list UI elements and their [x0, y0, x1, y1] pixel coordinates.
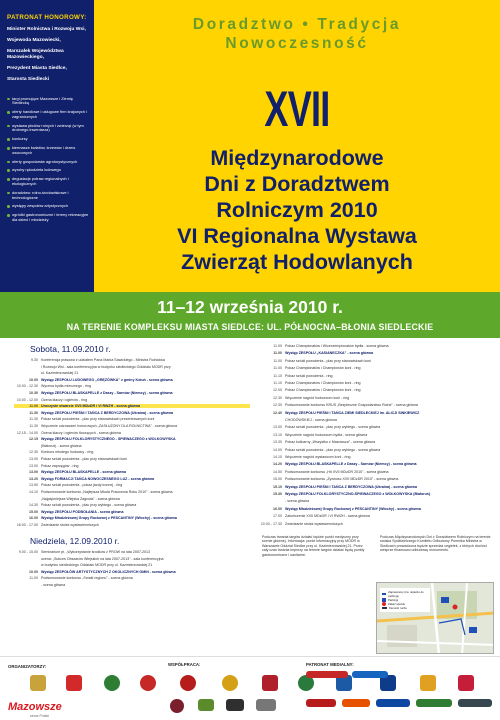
legend-label: Kierunki ruchu [389, 606, 407, 610]
day-1-title: Sobota, 11.09.2010 r. [30, 344, 111, 354]
schedule-row [258, 477, 494, 481]
schedule-row [14, 358, 250, 362]
schedule-time: 13.00 [29, 470, 38, 475]
title-line: Dni z Doradztwem [204, 172, 390, 196]
schedule-time: 13.10 [273, 432, 282, 437]
schedule-row [14, 497, 250, 501]
event-item: wystawa płodów rolnych i zwierząt (w tym drobnego inwentarza) [7, 124, 90, 134]
title-line: Rolniczym 2010 [216, 198, 378, 222]
schedule-row [258, 381, 494, 385]
schedule-text: Występ ZESPOŁU BLASKAPELLE z Daszy - Sarnów (Niemcy) - scena główna [285, 462, 417, 467]
schedule-text: Pokaz sztuki powożenia - plac przy wybiegu - scena główna [285, 447, 381, 452]
map-legend [380, 588, 430, 612]
schedule-text: Pokaz kulinarny „Wszystko z Mazowsza" - scena główna [285, 440, 376, 445]
schedule-row [14, 424, 250, 428]
schedule-row [14, 490, 250, 494]
legend-label: Zakaz wjazdu [388, 602, 406, 606]
schedule-time: 14.30 [29, 503, 38, 508]
schedule-text: Zwiedzanie stoisk wystawienniczych [285, 521, 343, 526]
schedule-row [258, 351, 494, 355]
schedule-row [258, 396, 494, 400]
schedule-time: 11.00 [273, 358, 282, 363]
title-line: VI Regionalna Wystawa [177, 224, 417, 248]
date-band [0, 292, 500, 338]
schedule-time: 15.00 [273, 477, 282, 482]
schedule-row [258, 411, 494, 415]
schedule-text: Występ ZESPOŁU PIEŚNI I TAŃCA Z BERDYCZOWA (Ukraina) - scena główna [41, 410, 173, 415]
schedule-text: Występ ZESPOŁU FOLKLORYSTYCZNO-ŚPIEWACZEGO z WOŁKOWYSKA (Białoruś) [285, 492, 431, 496]
organizer-logo [140, 675, 156, 691]
schedule-time: 16.00 [29, 516, 38, 521]
schedule-row [258, 418, 494, 422]
schedule-row [258, 462, 494, 466]
schedule-text: ocena: „Sukces Obszarów Wiejskich na lata 2007-2013" - sala konferencyjna [41, 556, 164, 561]
schedule-row [14, 417, 250, 421]
legend-item [382, 590, 428, 598]
schedule-row [258, 344, 494, 348]
schedule-row [14, 384, 250, 388]
schedule-row [258, 514, 494, 518]
schedule-row [258, 425, 494, 429]
partner-logo [170, 699, 184, 713]
schedule-time: 11.30 [29, 424, 38, 428]
event-item: doradztwo: rolno-środowiskowe i technologiczne [7, 191, 90, 201]
title-line: Międzynarodowe [210, 146, 384, 170]
schedule-row [14, 563, 250, 567]
schedule-time: 13.30 [273, 440, 282, 445]
schedule-text: Pokaz zaprzęgów - ring [41, 463, 79, 468]
schedule-text: Seminarium pt. „Wykorzystanie środków z PROW na lata 2007-2013 [41, 550, 151, 554]
organizer-logo [222, 675, 238, 691]
title-line: Zwierząt Hodowlanych [181, 250, 413, 274]
patron: Prezydent Miasta Siedlce, [7, 65, 67, 71]
patronat-title: PATRONAT HONOROWY: [7, 14, 87, 21]
schedule-time: 11.00 [273, 366, 282, 371]
schedule-text: Pokaz Championatów i Championów koni - ring [285, 366, 361, 371]
schedule-time: 13.20 [29, 476, 38, 481]
organizers-label: ORGANIZATORZY: [8, 664, 47, 669]
media-logo [458, 699, 492, 707]
patron: Marszałek Województwa Mazowieckiego, [7, 48, 64, 60]
schedule-row [14, 437, 250, 441]
schedule-row [14, 470, 250, 474]
patronat-panel [0, 0, 94, 292]
schedule-text: „Najpiękniejsza Wiejska Zagroda" - scena główna [41, 496, 120, 501]
schedule-row [14, 570, 250, 574]
schedule-row [258, 470, 494, 474]
schedule-row [14, 516, 250, 520]
schedule-text: Występ Młodzieżowej Grupy Rockowej z PESCANTINY (Włochy) - scena główna [41, 516, 177, 521]
schedule-row [14, 477, 250, 481]
partner-logo [256, 699, 276, 711]
schedule-row [14, 576, 250, 580]
schedule-text: Ocena klaczy i ogierów tłoczących - scena główna [41, 430, 121, 435]
event-item: wyroby rękodzieła ludowego [7, 168, 90, 173]
schedule-row [258, 388, 494, 392]
schedule-text: Występ ZESPOŁU FOLKLORYSTYCZNEGO - SPIEWACZEGO z WOLKOWYSKA [41, 437, 176, 442]
schedule-text: Uroczyste otwarcie XVII MDzDR i VI RWZH - scena główna [41, 404, 140, 409]
schedule-time: 14.20 [273, 462, 282, 467]
schedule-text: Występ ZESPOŁU BLASKAPELLE z Daszy - Sarnów (Niemcy) - scena główna [41, 391, 173, 395]
legend-label: Zapraszamy tzw. dojazdu do parkingu [388, 590, 424, 598]
schedule-time: 11.00 [273, 344, 282, 348]
schedule-row [14, 378, 250, 382]
media-logo [306, 699, 336, 707]
edition-number: XVII [264, 81, 330, 137]
schedule-row [14, 523, 250, 527]
schedule-text: Konkurs młodego hodowcy - ring [41, 450, 94, 455]
schedule-row [258, 485, 494, 489]
schedule-text: Pokaz Championatów i Championów koni - ring [285, 388, 361, 393]
schedule-time: 16.00 [273, 506, 282, 511]
media-logo [342, 699, 370, 707]
schedule-row [14, 550, 250, 554]
schedule-text: - scena główna [41, 583, 66, 587]
schedule-time: 11.00 [273, 351, 282, 356]
schedule-text: Pokaz sztuki powożenia - plac przy wybiegu - scena główna [285, 425, 381, 430]
schedule-row [14, 503, 250, 507]
organizer-logo [104, 675, 120, 691]
schedule-time: 10.00 - 12.00 [16, 397, 38, 402]
schedule-text: Konferencja prasowa z udziałem Pana Marka Sawickiego - Ministra Rolnictwa [41, 358, 165, 362]
schedule-time: 15.10 [273, 484, 282, 489]
schedule-text: Pokaz sztuki powożenia - plac przy stanowiskach koni [41, 457, 128, 461]
patron: Minister Rolnictwa i Rozwoju Wsi, [7, 26, 86, 32]
schedule-text: i Rozwoju Wsi - sala konferencyjna w budynku siedleckiego Oddziału MODR przy [41, 364, 171, 369]
schedule-text: Pokaz sztuki powożenia - plac przy stanowiskach koni [285, 358, 372, 363]
event-date: 11–12 września 2010 r. [157, 297, 343, 317]
schedule-text: Pokaz Championatów i Wiceczempionatów bydła - scena główna [285, 344, 389, 348]
schedule-row [14, 398, 250, 402]
schedule-time: 14.50 [273, 469, 282, 474]
schedule-time: 11.30 [29, 410, 38, 415]
schedule-row [14, 464, 250, 468]
schedule-time: 15.30 [273, 492, 282, 496]
event-place: NA TERENIE KOMPLEKSU MIASTA SIEDLCE: UL. PÓŁNOCNA–BŁONIA SIEDLECKIE [66, 322, 434, 332]
schedule-text: - scena główna [285, 499, 310, 504]
schedule-row [258, 403, 494, 407]
schedule-row [14, 391, 250, 395]
partner-logo [198, 699, 214, 711]
mazowsze-tagline: serce Polski [30, 714, 49, 718]
mazowsze-logo: Mazowsze [8, 701, 62, 713]
schedule-row [258, 522, 494, 526]
schedule-text: Ocena klaczy i ogierów - ring [41, 397, 88, 402]
schedule-text: w budynku siedleckiego Oddziału MODR przy ul. Kazimierzowskiej 21 [41, 563, 153, 568]
schedule-text: Występ ZESPOŁU „KASIANECZKA" - scena główna [285, 351, 374, 356]
schedule-text: Pokaz Championatów i Championów koni - ring [285, 381, 361, 385]
schedule-row [258, 433, 494, 437]
schedule-time: 13.00 [29, 463, 38, 468]
media-logo [416, 699, 452, 707]
schedule-text: Występ ZESPOŁU BLASKAPELLE - scena główna [41, 470, 126, 475]
program-section [0, 338, 500, 656]
organizer-logo [66, 675, 82, 691]
patron: Starosta Siedlecki [7, 76, 50, 82]
organizer-logo [262, 675, 278, 691]
schedule-time: 10.00 - 17.30 [260, 521, 282, 526]
schedule-text: Występ ZESPOŁU PODBOŁANIA - scena główna [41, 509, 124, 514]
schedule-time: 15.00 [29, 509, 38, 514]
media-logo [376, 699, 410, 707]
event-item: występy zespołów artystycznych [7, 204, 90, 209]
schedule-time: 9.30 [31, 358, 38, 362]
schedule-row [14, 583, 250, 587]
event-item: oferty handlowe i usługowe firm krajowych i zagranicznych [7, 110, 90, 120]
schedule-time: 11.10 [273, 381, 282, 385]
schedule-row [14, 371, 250, 375]
schedule-text: Wręczenie odznaczeń honorowych „ZASŁUŻONY DLA ROLNICTWA" - scena główna [41, 424, 178, 428]
schedule-time: 10.00 [29, 569, 38, 574]
event-list [7, 97, 90, 223]
schedule-text: Zwiedzanie stoisk wystawienniczych [41, 523, 99, 527]
schedule-row [14, 450, 250, 454]
info-note: Podczas trwania targów działać będzie punkt medyczny przy scenie głównej. Informacja: punkt informacyjny przy MODR w Warszawie Oddział Siedlce przy ul. Kazimierzowskiej 21. Przez cały czas trwania imprezy na terenie targów działać będą punkty gastronomiczne i sanitarne. [262, 535, 365, 557]
schedule-text: Podsumowanie konkursu „Żywnosc XVII MDzDR 2010" - scena główna [285, 477, 399, 482]
cooperation-label: WSPÓŁPRACA: [168, 662, 201, 667]
schedule-time: 12.00 [273, 388, 282, 393]
partner-logo [226, 699, 244, 711]
organizer-logo [30, 675, 46, 691]
schedule-time: 11.00 [29, 404, 38, 409]
schedule-text: Pokaz sztuki powożenia - ring [285, 373, 333, 378]
slogan-line-1: Doradztwo • Tradycja [192, 16, 402, 33]
schedule-text: Pokaz sztuki powożenia - plac przy wybiegu - scena główna [41, 503, 137, 508]
schedule-row [258, 492, 494, 496]
organizer-logo [180, 675, 196, 691]
schedule-time: 12.30 [273, 395, 282, 400]
schedule-time: 16.00 - 17.00 [16, 523, 38, 527]
schedule-text: CHODÓWSKIEJ - scena główna [285, 418, 337, 422]
event-item: targi promujące Mazowsze i Ziemię Siedlecką [7, 97, 90, 107]
schedule-time: 12.40 [273, 410, 282, 415]
schedule-time: 11.10 [273, 373, 282, 378]
schedule-text: ul. Kazimierzowskiej 21 [41, 371, 79, 376]
schedule-text: Występ ZESPOŁÓW ARTYSTYCZNYCH Z OKOLICZNYCH GMIN - scena główna [41, 569, 176, 574]
schedule-text: Podsumowanie konkursu „Hit XVII MDzDR 2010" - scena główna [285, 469, 389, 474]
schedule-row [258, 366, 494, 370]
event-item: ogródki gastronomiczne i tereny rekreacyjne dla dzieci i młodzieży [7, 213, 90, 223]
legend-item [382, 606, 428, 610]
schedule-row [258, 499, 494, 503]
schedule-row [14, 483, 250, 487]
media-logo [352, 671, 388, 678]
event-item: kiermasze kwiatów, krzewów i drzew owocowych [7, 146, 90, 156]
schedule-time: 13.50 [29, 483, 38, 488]
schedule-text: Pokaz sztuki powożenia - plac przy stanowiskach prezentowanych koni [41, 417, 155, 422]
event-item: degustacje potraw regionalnych i ekologicznych [7, 177, 90, 187]
schedule-row [14, 457, 250, 461]
schedule-time: 11.30 [29, 417, 38, 422]
schedule-text: Zakończenie XVII MDzDR i VI RWZH - scena główna [285, 514, 370, 519]
poster-header [0, 0, 500, 292]
schedule-text: Pokaz sztuki powożenia - pokaz jazdy konnej - ring [41, 483, 123, 488]
footer [0, 656, 500, 720]
schedule-row [14, 444, 250, 448]
schedule-time: 11.00 [29, 576, 38, 581]
schedule-text: Występ ZESPOŁU PIEŚNI I TAŃCA Z BERDYCZOWA (Ukraina) - scena główna [285, 484, 417, 489]
schedule-text: Występ ZESPOŁU LUDOWEGO „GRĘZÓWKA" z gminy Kotuń - scena główna [41, 377, 173, 382]
slogan-line-2: Nowoczesność [225, 35, 369, 52]
schedule-text: Podsumowanie konkursu „Najlepsza Młoda Pracownia Roku 2010" - scena główna [41, 490, 173, 494]
schedule-row [14, 404, 250, 408]
event-item: konkursy [7, 137, 90, 142]
media-label: PATRONAT MEDIALNY: [306, 662, 354, 667]
patron: Wojewoda Mazowiecki, [7, 37, 61, 43]
schedule-time: 12.30 [273, 403, 282, 408]
schedule-row [14, 365, 250, 369]
schedule-row [258, 440, 494, 444]
schedule-text: Wręczenie nagród wystawcom koni - ring [285, 455, 351, 459]
fundraising-note: Podczas Międzynarodowych Dni z Doradztwem Rolniczym na terenie stoiska Spółdzielczego Komitetu Odbudowy Pomnika Ministra w Siedlcach prowadzona będzie sprzedaż cegiełek, z których dochód wesprze finansowo odbudowę monumentu. [380, 535, 491, 553]
schedule-row [14, 431, 250, 435]
schedule-text: Wręczenie nagród hodowcom koni - ring [285, 395, 350, 400]
schedule-text: Podsumowanie konkursu „Smaki regionu" - scena główna [41, 576, 133, 581]
schedule-time: 17.00 [273, 514, 282, 519]
organizer-logo [420, 675, 436, 691]
schedule-text: Występ Młodzieżowej Grupy Rockowej z PESCANTINY (Włochy) - scena główna [285, 506, 421, 511]
schedule-row [258, 455, 494, 459]
schedule-time: 10.00 - 12.30 [16, 384, 38, 389]
schedule-time: 12.30 [29, 450, 38, 455]
schedule-row [14, 510, 250, 514]
schedule-time: 14.00 [273, 447, 282, 452]
schedule-text: Wycena bydła mlecznego - ring [41, 384, 92, 389]
event-item: oferty gospodarstw agroturystycznych [7, 160, 90, 165]
schedule-text: (Białoruś) - scena główna [41, 443, 82, 448]
schedule-row [258, 507, 494, 511]
schedule-row [258, 359, 494, 363]
schedule-text: Występ ZESPOŁU PIEŚNI I TAŃCA ZIEMI SIEDLECKIEJ im. ALICJI SINKIEWICZ [285, 410, 420, 415]
schedule-text: Podsumowanie konkursu KRUS „Bezpieczne Gospodarstwo Rolne" - scena główna [285, 403, 418, 408]
media-logo [306, 671, 348, 678]
schedule-text: Wręczenie nagród hodowcom bydła - scena główna [285, 432, 368, 437]
schedule-time: 14.10 [273, 455, 282, 459]
schedule-row [14, 557, 250, 561]
schedule-time: 14.10 [29, 490, 38, 494]
schedule-time: 10.00 [29, 377, 38, 382]
schedule-row [258, 448, 494, 452]
schedule-time: 12.15 - 14.00 [16, 430, 38, 435]
schedule-time: 10.30 [29, 391, 38, 395]
schedule-time: 13.00 [273, 425, 282, 430]
schedule-text: Występ FORMACJI TAŃCA NOWOCZESNEGO LUZ - scena główna [41, 476, 155, 481]
legend-label: Parkingi [388, 598, 399, 602]
organizer-logo [458, 675, 474, 691]
schedule-time: 13.00 [29, 457, 38, 461]
schedule-time: 9.00 - 15.00 [18, 550, 38, 554]
schedule-row [258, 374, 494, 378]
schedule-row [14, 411, 250, 415]
schedule-time: 12.15 [29, 437, 38, 442]
day-2-title: Niedziela, 12.09.2010 r. [30, 536, 120, 546]
